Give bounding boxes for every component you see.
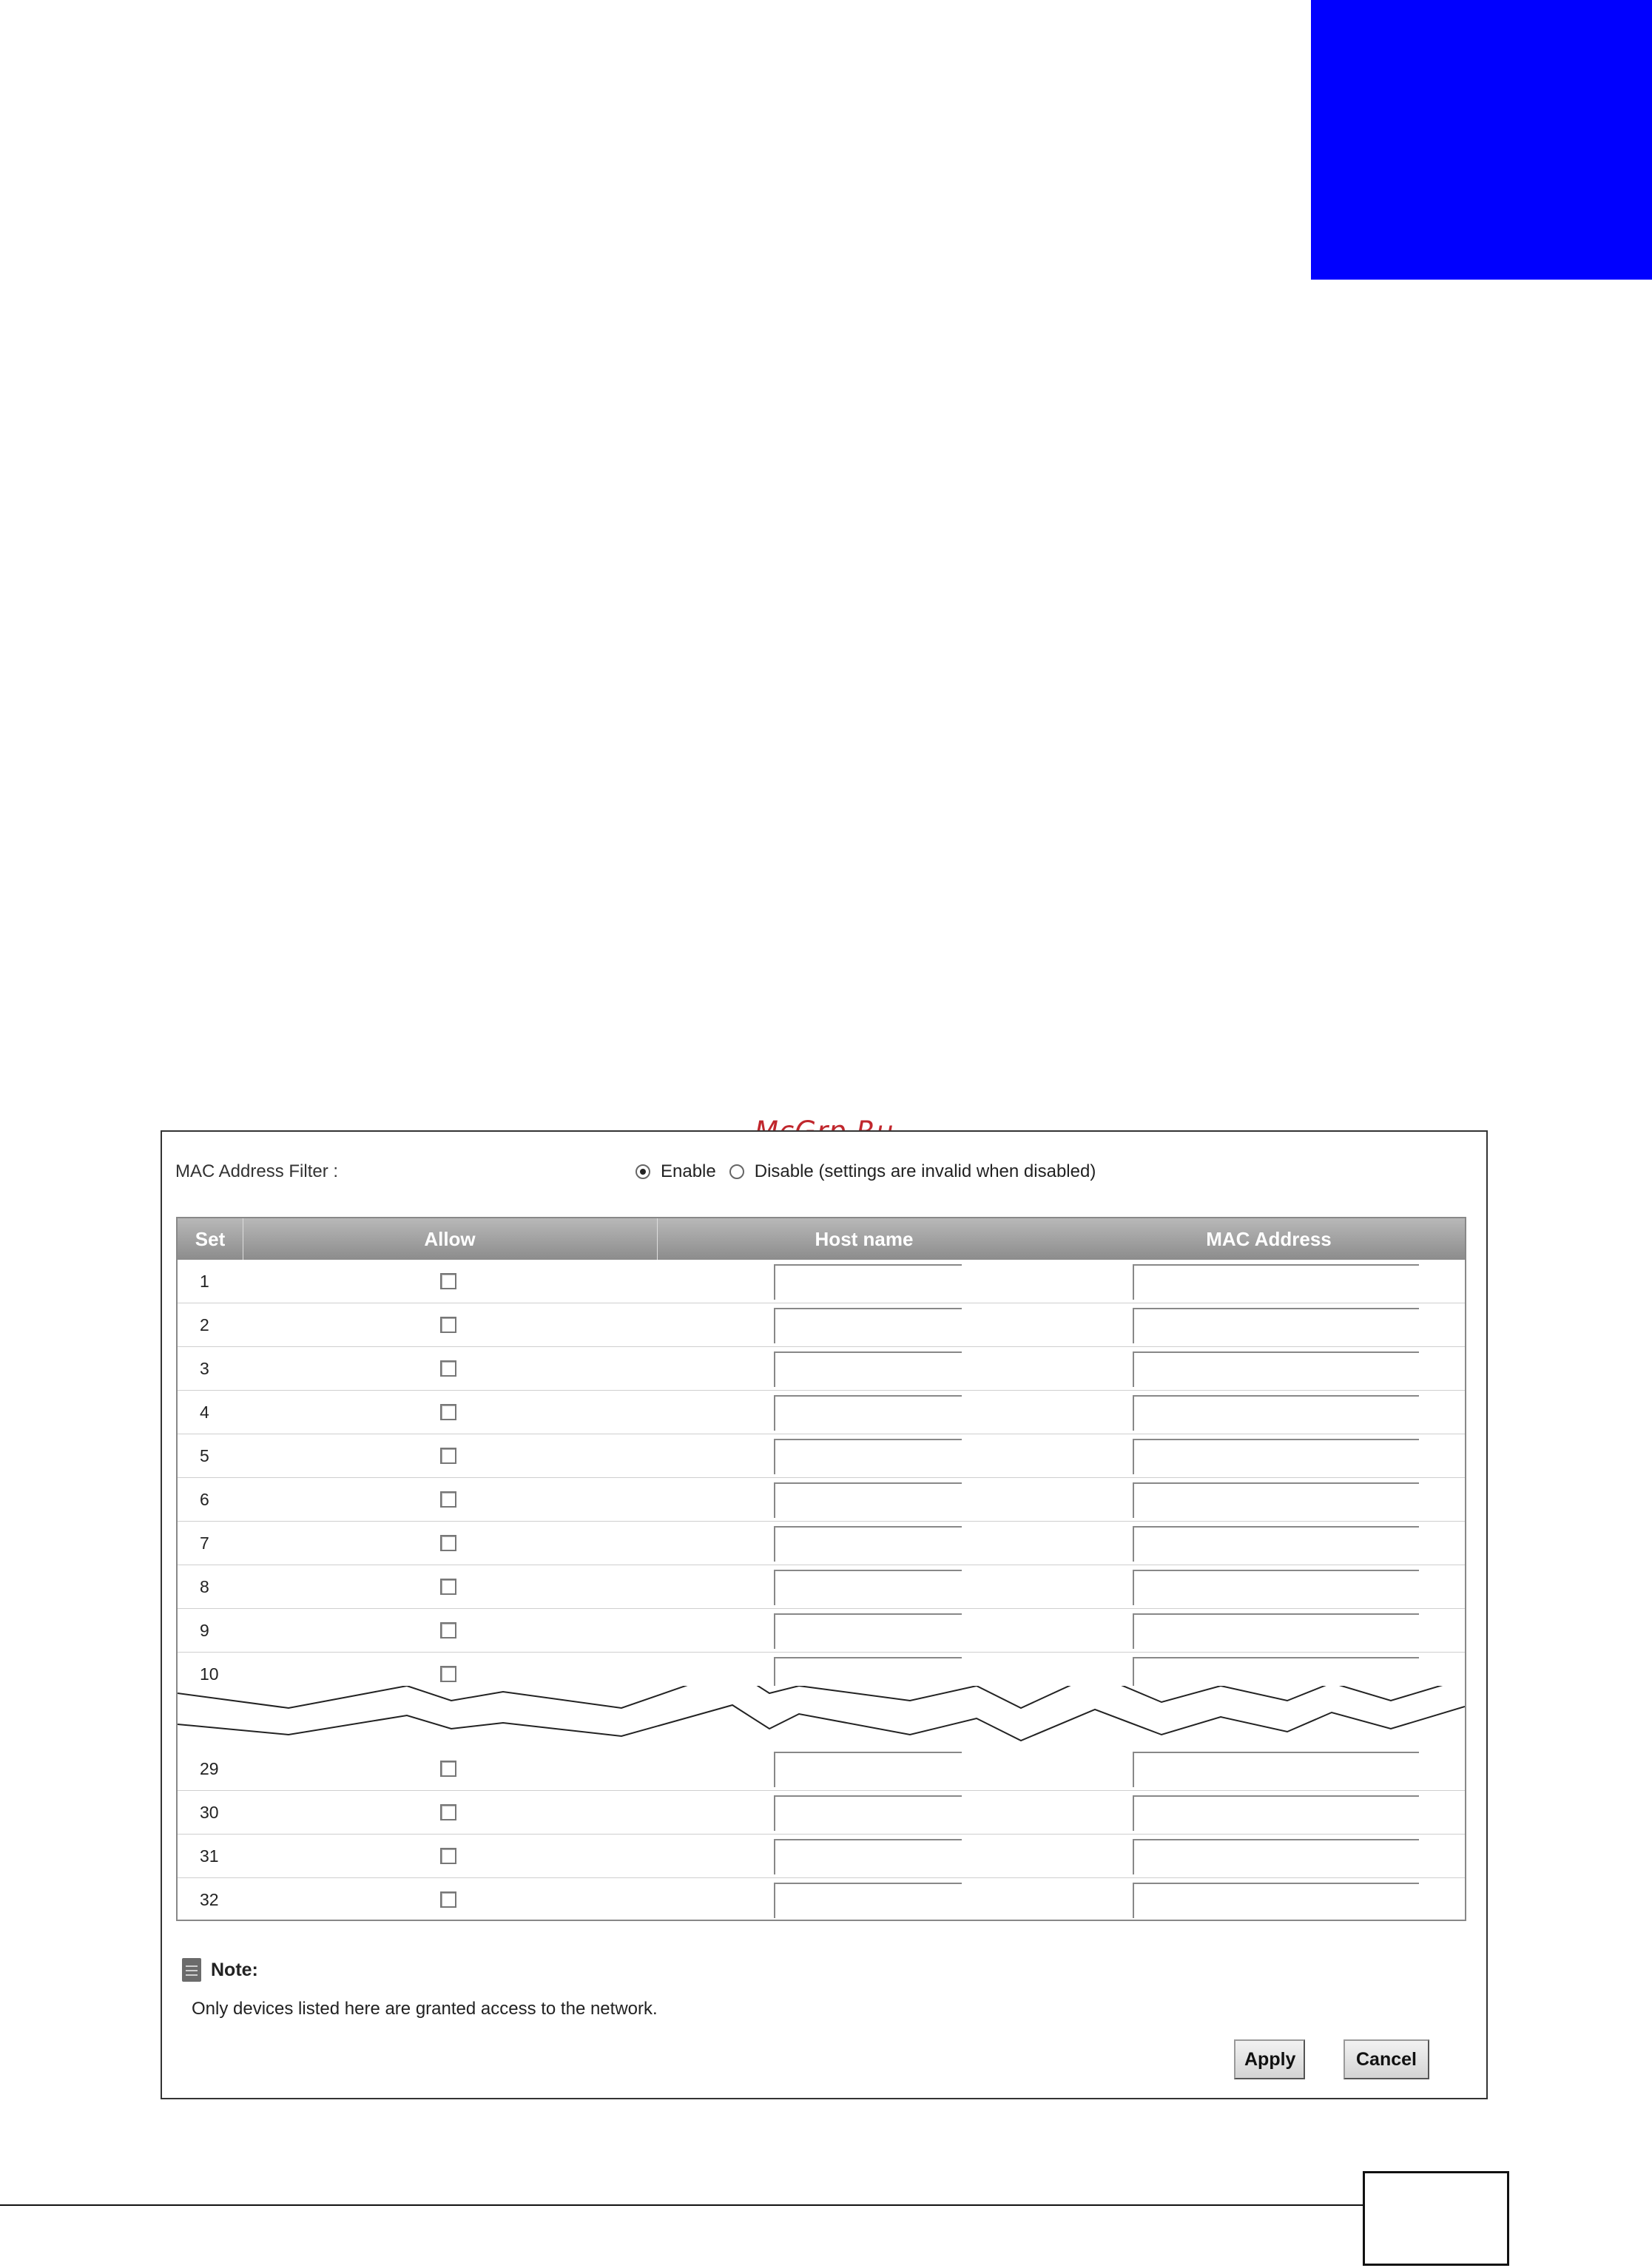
disable-radio[interactable]: [729, 1164, 744, 1179]
table-row: [178, 1434, 1465, 1478]
table-row: [178, 1347, 1465, 1391]
table-header: [178, 1218, 1465, 1260]
row-set-number: 8: [200, 1577, 209, 1596]
header-allow: Allow: [243, 1218, 658, 1260]
host-name-input[interactable]: [774, 1351, 962, 1387]
table-row: [178, 1609, 1465, 1653]
enable-label: Enable: [661, 1161, 716, 1181]
host-name-input[interactable]: [774, 1482, 962, 1518]
enable-radio[interactable]: [635, 1164, 650, 1179]
break-zigzag-icon: [178, 1686, 1465, 1754]
footer-rule: [0, 2204, 1363, 2206]
mac-address-input[interactable]: [1133, 1308, 1419, 1343]
cancel-button[interactable]: Cancel: [1343, 2039, 1429, 2079]
table-break: [178, 1686, 1465, 1754]
row-set-number: 29: [200, 1759, 219, 1778]
mac-filter-panel: [161, 1130, 1488, 2099]
header-mac-address: MAC Address: [1206, 1228, 1332, 1250]
allow-checkbox[interactable]: [440, 1273, 456, 1289]
host-name-input[interactable]: [774, 1264, 962, 1300]
host-name-input[interactable]: [774, 1613, 962, 1649]
mac-filter-table: [176, 1217, 1466, 1921]
mac-filter-options: [635, 1161, 1109, 1182]
allow-checkbox[interactable]: [440, 1535, 456, 1551]
allow-checkbox[interactable]: [440, 1891, 456, 1908]
mac-address-input[interactable]: [1133, 1482, 1419, 1518]
allow-checkbox[interactable]: [440, 1491, 456, 1508]
host-name-input[interactable]: [774, 1752, 962, 1787]
allow-checkbox[interactable]: [440, 1622, 456, 1638]
row-set-number: 9: [200, 1621, 209, 1640]
apply-button[interactable]: Apply: [1234, 2039, 1305, 2079]
table-row: [178, 1878, 1465, 1922]
allow-checkbox[interactable]: [440, 1317, 456, 1333]
row-set-number: 1: [200, 1272, 209, 1291]
header-set: Set: [178, 1218, 243, 1260]
mac-address-input[interactable]: [1133, 1839, 1419, 1874]
host-name-input[interactable]: [774, 1308, 962, 1343]
table-row: [178, 1391, 1465, 1434]
allow-checkbox[interactable]: [440, 1448, 456, 1464]
allow-checkbox[interactable]: [440, 1804, 456, 1820]
chapter-tab-block: [1311, 0, 1652, 280]
row-set-number: 7: [200, 1533, 209, 1553]
row-set-number: 30: [200, 1803, 219, 1822]
row-set-number: 5: [200, 1446, 209, 1465]
mac-address-input[interactable]: [1133, 1795, 1419, 1831]
row-set-number: 3: [200, 1359, 209, 1378]
mac-address-input[interactable]: [1133, 1395, 1419, 1431]
row-set-number: 4: [200, 1403, 209, 1422]
host-name-input[interactable]: [774, 1526, 962, 1562]
allow-checkbox[interactable]: [440, 1579, 456, 1595]
table-row: [178, 1565, 1465, 1609]
row-set-number: 2: [200, 1315, 209, 1334]
mac-address-input[interactable]: [1133, 1351, 1419, 1387]
mac-address-input[interactable]: [1133, 1570, 1419, 1605]
table-row: [178, 1522, 1465, 1565]
allow-checkbox[interactable]: [440, 1761, 456, 1777]
note-text: Only devices listed here are granted access to the network.: [192, 1999, 658, 2019]
host-name-input[interactable]: [774, 1395, 962, 1431]
header-host-name: Host name: [815, 1228, 914, 1250]
disable-label: Disable (settings are invalid when disabled): [754, 1161, 1096, 1181]
table-row: [178, 1260, 1465, 1303]
mac-address-input[interactable]: [1133, 1439, 1419, 1474]
host-name-input[interactable]: [774, 1839, 962, 1874]
table-row: [178, 1478, 1465, 1522]
table-row: [178, 1835, 1465, 1878]
host-name-input[interactable]: [774, 1795, 962, 1831]
allow-checkbox[interactable]: [440, 1848, 456, 1864]
host-name-input[interactable]: [774, 1570, 962, 1605]
mac-address-input[interactable]: [1133, 1883, 1419, 1918]
note-icon: [182, 1958, 201, 1982]
allow-checkbox[interactable]: [440, 1404, 456, 1420]
row-set-number: 10: [200, 1664, 219, 1684]
mac-filter-label: MAC Address Filter :: [175, 1161, 339, 1181]
row-set-number: 32: [200, 1890, 219, 1909]
row-set-number: 31: [200, 1846, 219, 1866]
host-name-input[interactable]: [774, 1439, 962, 1474]
note-title: Note:: [211, 1960, 258, 1980]
allow-checkbox[interactable]: [440, 1360, 456, 1377]
allow-checkbox[interactable]: [440, 1666, 456, 1682]
row-set-number: 6: [200, 1490, 209, 1509]
table-row: [178, 1303, 1465, 1347]
page-number-box: [1363, 2171, 1509, 2266]
table-row: [178, 1791, 1465, 1835]
mac-address-input[interactable]: [1133, 1264, 1419, 1300]
mac-address-input[interactable]: [1133, 1526, 1419, 1562]
table-row: [178, 1747, 1465, 1791]
mac-address-input[interactable]: [1133, 1752, 1419, 1787]
mac-address-input[interactable]: [1133, 1613, 1419, 1649]
host-name-input[interactable]: [774, 1883, 962, 1918]
